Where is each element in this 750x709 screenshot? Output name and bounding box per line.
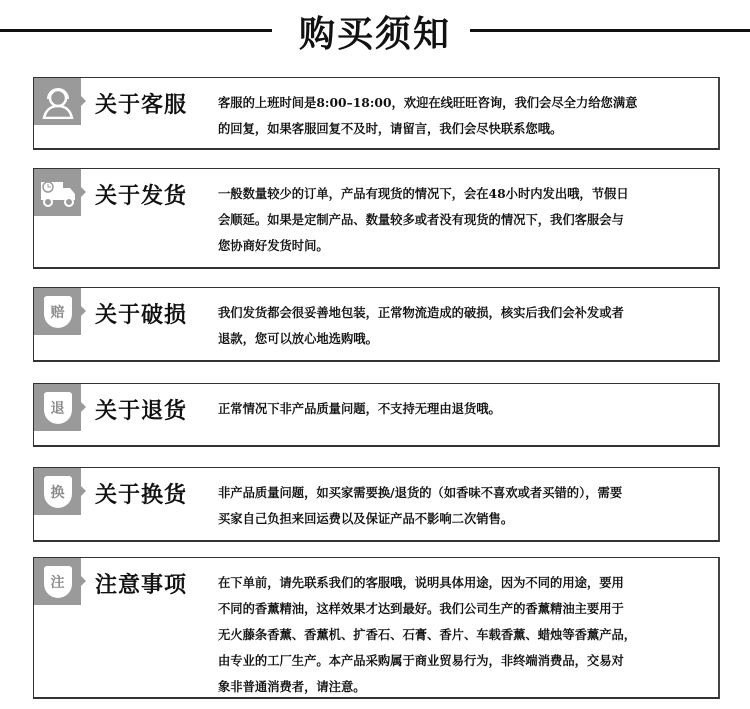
notice-section bbox=[33, 557, 720, 699]
notice-section bbox=[33, 383, 720, 447]
notice-section bbox=[33, 77, 720, 150]
section-body bbox=[218, 181, 629, 259]
body-line: 的回复，如果客服回复不及时，请留言，我们会尽快联系您哦。 bbox=[218, 121, 563, 136]
notice-section bbox=[33, 467, 720, 542]
section-title: 关于发货 bbox=[95, 183, 188, 209]
notice-section bbox=[33, 287, 720, 362]
section-title: 注意事项 bbox=[95, 572, 188, 598]
section-title: 关于退货 bbox=[95, 398, 188, 424]
section-title: 关于破损 bbox=[95, 302, 188, 328]
notice-shield-icon bbox=[34, 558, 81, 605]
body-line: 退款，您可以放心地选购哦。 bbox=[218, 331, 378, 346]
body-line: 不同的香薰精油，这样效果才达到最好。我们公司生产的香薰精油主要用于 bbox=[218, 601, 624, 616]
section-body bbox=[218, 396, 501, 422]
body-line: 象非普通消费者，请注意。 bbox=[218, 679, 366, 694]
shield-icon: 注 bbox=[44, 566, 72, 598]
body-line: 买家自己负担来回运费以及保证产品不影响二次销售。 bbox=[218, 511, 514, 526]
delivery-truck-icon bbox=[34, 169, 81, 216]
body-line: 在下单前，请先联系我们的客服哦，说明具体用途，因为不同的用途，要用 bbox=[218, 575, 624, 590]
return-shield-icon bbox=[34, 384, 81, 431]
body-line: 您协商好发货时间。 bbox=[218, 238, 329, 253]
section-body bbox=[218, 480, 622, 532]
page-header bbox=[0, 0, 750, 62]
page-title: 购买须知 bbox=[298, 13, 451, 55]
body-line: 由专业的工厂生产。本产品采购属于商业贸易行为，非终端消费品，交易对 bbox=[218, 653, 624, 668]
body-line: 一般数量较少的订单，产品有现货的情况下，会在48小时内发出哦，节假日 bbox=[218, 186, 629, 201]
body-line: 会顺延。如果是定制产品、数量较多或者没有现货的情况下，我们客服会与 bbox=[218, 212, 624, 227]
section-body bbox=[218, 570, 636, 700]
shield-icon: 赔 bbox=[44, 296, 72, 328]
header-divider-right bbox=[470, 29, 750, 32]
customer-service-icon bbox=[34, 78, 81, 125]
body-line: 非产品质量问题，如买家需要换/退货的（如香味不喜欢或者买错的），需要 bbox=[218, 485, 623, 500]
body-line: 正常情况下非产品质量问题，不支持无理由退货哦。 bbox=[218, 401, 501, 416]
body-line: 我们发货都会很妥善地包装，正常物流造成的破损，核实后我们会补发或者 bbox=[218, 305, 624, 320]
section-body bbox=[218, 90, 637, 142]
shield-icon: 换 bbox=[44, 476, 72, 508]
body-line: 客服的上班时间是8:00–18:00，欢迎在线旺旺咨询，我们会尽全力给您满意 bbox=[218, 95, 638, 110]
compensation-shield-icon bbox=[34, 288, 81, 335]
body-line: 无火藤条香薰、香薰机、扩香石、石膏、香片、车载香薰、蜡烛等香薰产品， bbox=[218, 627, 637, 642]
section-body bbox=[218, 300, 624, 352]
notice-section bbox=[33, 168, 720, 269]
exchange-shield-icon bbox=[34, 468, 81, 515]
section-title: 关于换货 bbox=[95, 482, 188, 508]
shield-icon: 退 bbox=[44, 392, 72, 424]
section-title: 关于客服 bbox=[95, 92, 188, 118]
